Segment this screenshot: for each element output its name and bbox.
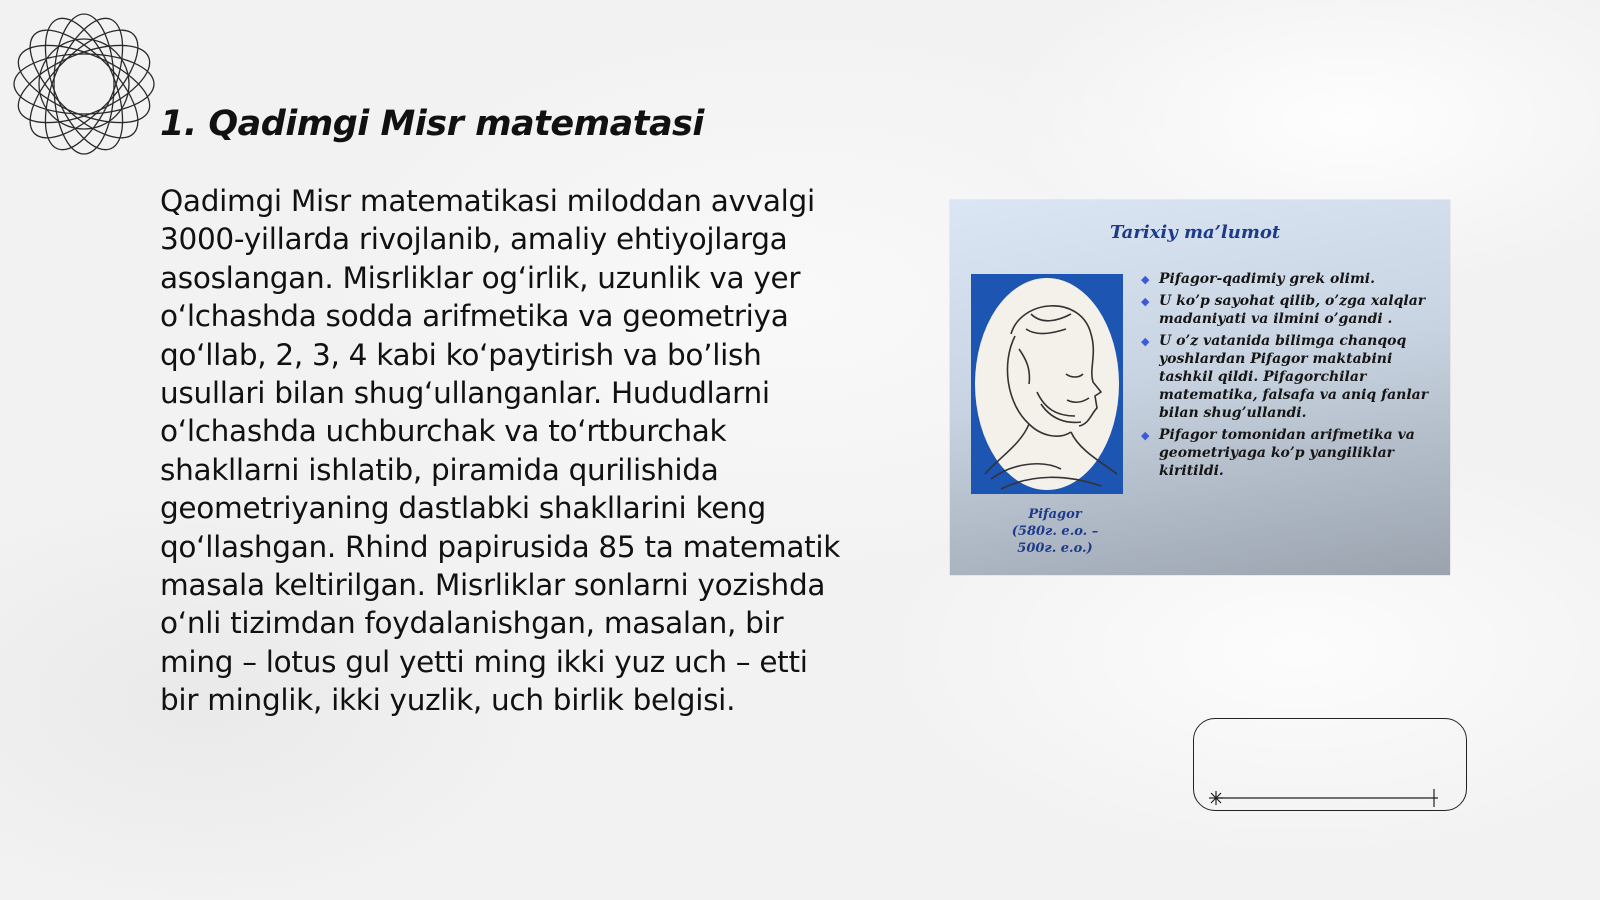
diamond-bullet-icon: ◆ (1141, 429, 1150, 442)
fact-text: Pifagor tomonidan arifmetika va geometriyaga ko’p yangiliklar kiritildi. (1159, 427, 1415, 479)
fact-text: U o’z vatanida bilimga chanqoq yoshlardan Pifagor maktabini tashkil qildi. Pifagorchilar matematika, falsafa va aniq fanlar bilan shug’ullandi. (1159, 333, 1429, 421)
caption-line: Pifagor (1028, 507, 1082, 522)
portrait-caption (1005, 506, 1105, 557)
pythagoras-portrait (971, 274, 1123, 494)
fact-item (1141, 270, 1431, 288)
figure-title: Tarixiy ma’lumot (1110, 222, 1281, 243)
diamond-bullet-icon: ◆ (1141, 295, 1150, 308)
fact-list (1141, 270, 1431, 484)
diamond-bullet-icon: ◆ (1141, 273, 1150, 286)
rosette-icon (10, 10, 158, 158)
slide-title: 1. Qadimgi Misr matematasi (160, 104, 704, 144)
caption-line: (580г. e.o. – (1011, 524, 1099, 539)
fact-item (1141, 332, 1431, 422)
diamond-bullet-icon: ◆ (1141, 335, 1150, 348)
star-timeline-icon (1206, 788, 1446, 808)
caption-line: 500г. e.o.) (1017, 541, 1093, 556)
fact-item (1141, 426, 1431, 480)
fact-text: U ko’p sayohat qilib, o’zga xalqlar madaniyati va ilmini o’gandi . (1159, 293, 1426, 327)
fact-item (1141, 292, 1431, 328)
fact-text: Pifagor-qadimiy grek olimi. (1159, 271, 1375, 287)
history-figure (950, 200, 1450, 575)
body-paragraph: Qadimgi Misr matematikasi miloddan avvalgi 3000-yillarda rivojlanib, amaliy ehtiyojlarga asoslangan. Misrliklar og‘irlik, uzunlik va yer o‘lchashda sodda arifmetika va geometriya qo‘llab, 2, 3, 4 kabi ko‘paytirish va bo’lish usullari bilan shug‘ullanganlar. Hududlarni o‘lchashda uchburchak va to‘rtburchak shakllarni ishlatib, piramida qurilishida geometriyaning dastlabki shakllarini keng qo‘llashgan. Rhind papirusida 85 ta matematik masala keltirilgan. Misrliklar sonlarni yozishda o‘nli tizimdan foydalanishgan, masalan, bir ming – lotus gul yetti ming ikki yuz uch – etti bir minglik, ikki yuzlik, uch birlik belgisi. (160, 184, 841, 718)
